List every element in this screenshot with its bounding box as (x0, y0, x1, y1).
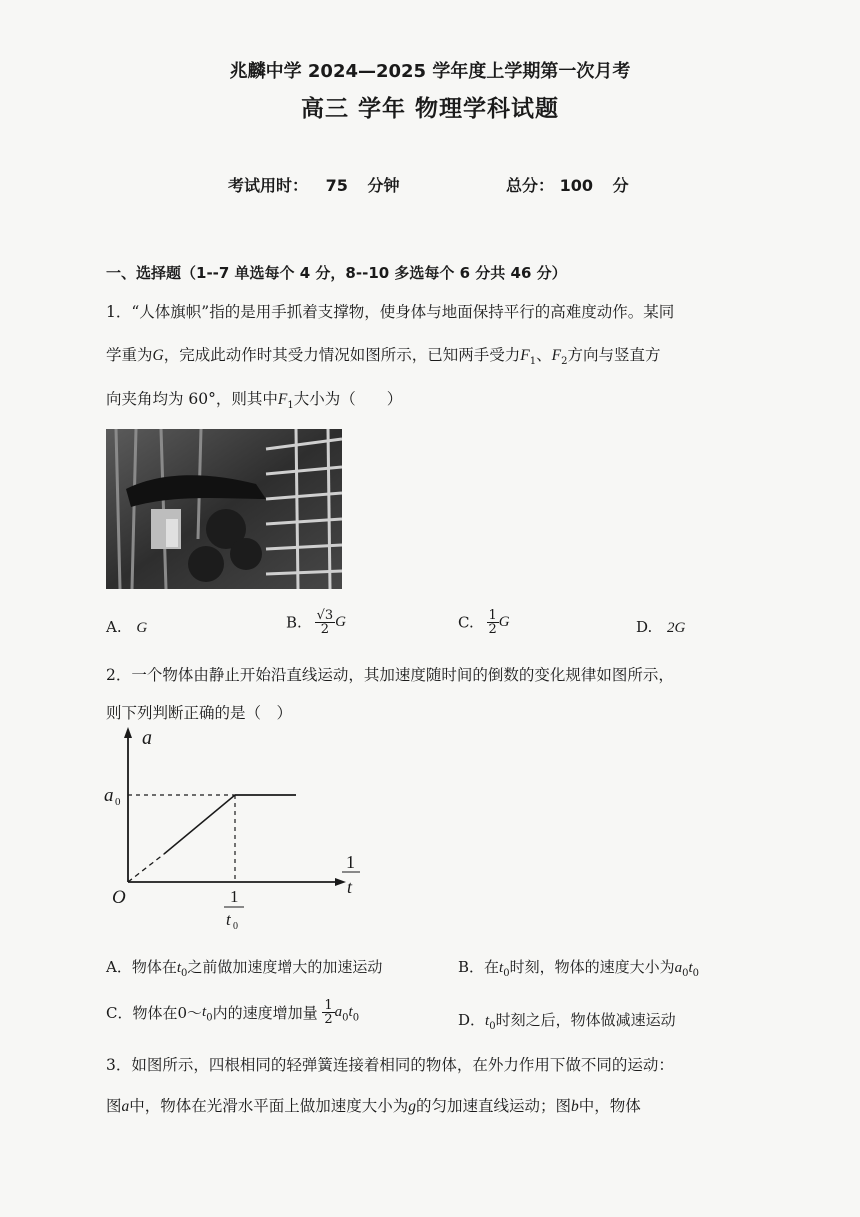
x-tick-den-sub: 0 (233, 921, 238, 932)
exam-school-title: 兆麟中学 2024—2025 学年度上学期第一次月考 (229, 61, 631, 82)
y-axis-arrow (124, 727, 132, 738)
q1-line1: 1．“人体旗帜”指的是用手抓着支撑物，使身体与地面保持平行的高难度动作。某同 (106, 303, 675, 321)
q2-line2: 则下列判断正确的是（ ） (106, 704, 293, 722)
q2-option-a[interactable]: A．物体在$t_0$之前做加速度增大的加速运动 (106, 958, 383, 979)
x-tick-num: 1 (230, 887, 239, 906)
human-flag-photo (106, 429, 342, 589)
slope-dashed (128, 854, 164, 882)
q2-line1: 2．一个物体由静止开始沿直线运动，其加速度随时间的倒数的变化规律如图所示， (106, 666, 674, 684)
time-value: 75 (325, 176, 348, 195)
q2-option-d[interactable]: D．$t_0$时刻之后，物体做减速运动 (458, 1011, 676, 1032)
y-axis-label: a (142, 727, 152, 749)
q1-option-c[interactable]: C. $\frac{1}{2}$ G (458, 608, 510, 637)
x-axis-arrow (335, 878, 346, 886)
exam-time (228, 173, 399, 196)
total-score (506, 173, 629, 196)
x-label-den: t (347, 877, 353, 897)
q1-option-d[interactable]: D. 2G (636, 618, 686, 636)
q3-line1: 3．如图所示，四根相同的轻弹簧连接着相同的物体，在外力作用下做不同的运动： (106, 1056, 674, 1074)
score-value: 100 (559, 176, 593, 195)
q2-option-c[interactable]: C．物体在$0\sim t_0$内的速度增加量 $\frac{1}{2}$ $a_0t_0$ (106, 998, 360, 1027)
y-tick-a0: a (104, 785, 114, 806)
score-label: 总分： (506, 176, 555, 195)
q2-option-b[interactable]: B．在$t_0$时刻，物体的速度大小为$a_0t_0$ (458, 958, 700, 979)
q3-line2: 图a中，物体在光滑水平面上做加速度大小为g的匀加速直线运动；图b中，物体 (106, 1097, 641, 1115)
x-label-num: 1 (346, 852, 355, 872)
q1-line3: 向夹角均为 60°，则其中$F_1$大小为（ ） (106, 390, 403, 412)
section-title: 一、选择题（1--7 单选每个 4 分，8--10 多选每个 6 分共 46 分） (106, 264, 567, 282)
q1-option-a[interactable]: A. G (106, 618, 148, 636)
time-unit: 分钟 (367, 176, 400, 195)
origin-label: O (112, 887, 126, 908)
score-unit: 分 (612, 176, 629, 195)
slope-solid (164, 795, 235, 854)
q1-option-b[interactable]: B. $\frac{√3}{2}$ G (286, 608, 346, 637)
y-tick-a0-sub: 0 (115, 796, 121, 808)
x-tick-den: t (226, 910, 231, 929)
time-label: 考试用时： (228, 176, 309, 195)
acceleration-graph (98, 722, 368, 944)
q1-line2: 学重为G，完成此动作时其受力情况如图所示，已知两手受力$F_1$、$F_2$方向与竖直方 (106, 346, 661, 368)
exam-subject-title: 高三 学年 物理学科试题 (300, 96, 559, 122)
